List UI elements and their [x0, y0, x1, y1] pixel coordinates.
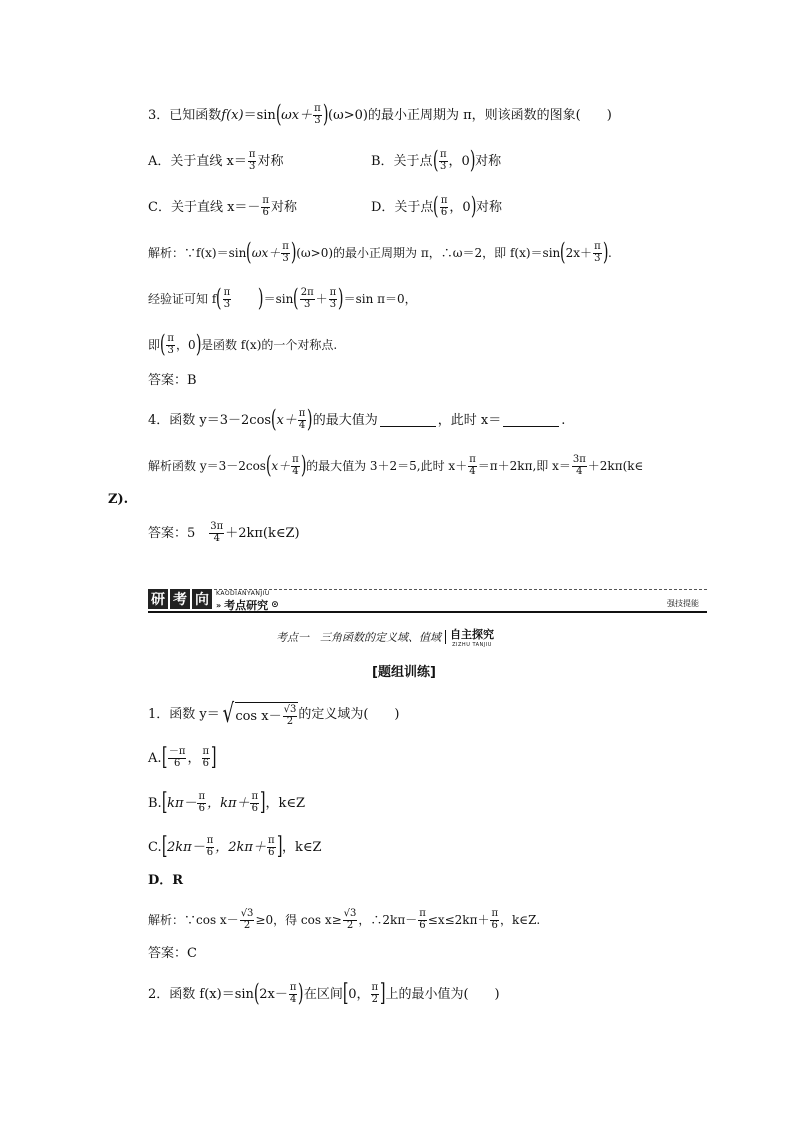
p2-stem: [148, 979, 500, 1008]
q3-verify-tail: ＝sin π＝0，: [343, 292, 417, 306]
frac-den: 6: [251, 802, 258, 814]
frac-den: 4: [213, 532, 220, 544]
q3-opt-c-text: C．关于直线 x＝－: [148, 199, 261, 215]
frac-num: π: [594, 241, 601, 252]
fraction-pi-3: [593, 242, 602, 264]
p1-2k-pi-minus: 2kπ－: [167, 839, 205, 855]
paren-open: (: [246, 238, 252, 267]
q4-sol-tail: ＋2kπ(k∈: [587, 459, 644, 473]
double-chevron-icon: »: [216, 600, 222, 610]
frac-den: 6: [174, 757, 181, 769]
q4-solution-line1: [148, 451, 644, 480]
q3-opt-a-tail: 对称: [257, 153, 284, 169]
p1-stem-tail: 的定义域为( ): [298, 707, 400, 722]
q4-stem-mid: 的最大值为: [312, 412, 378, 428]
paren-open: (: [432, 146, 439, 175]
banner-right-label: 强技提能: [667, 599, 699, 608]
frac-den: 6: [262, 206, 269, 218]
bracket-open: [: [161, 788, 168, 817]
banner-boxes: [148, 589, 212, 609]
kaodian-heading: [276, 626, 494, 648]
fraction-sqrt3-2: [240, 909, 255, 931]
p2-stem-tail: 上的最小值为( ): [385, 986, 500, 1002]
comma: ，: [187, 750, 201, 766]
q3-ji-point: ，0: [175, 338, 196, 352]
q3-opt-d-text: D．关于点: [371, 199, 434, 215]
q3-opt-b-tail: 对称: [475, 153, 502, 169]
p1-k-pi-plus: ，kπ＋: [207, 795, 250, 811]
banner-box: 向: [192, 589, 212, 609]
paren-close: ): [300, 451, 307, 480]
frac-den: 3: [303, 298, 311, 310]
q3-sol-omega: ωx＋: [251, 246, 281, 260]
fraction-pi-3: [439, 150, 448, 172]
p1-sol-prefix: 解析：∵cos x－: [148, 913, 239, 927]
bracket-open: [: [161, 743, 168, 772]
q4-stem-prefix: 4．函数 y＝3－2cos: [148, 412, 272, 428]
paren-open: (: [560, 238, 566, 267]
frac-den: 6: [419, 919, 426, 931]
fraction-pi-6: [267, 836, 276, 858]
p1-answer: [148, 947, 197, 960]
banner-pinyin: KAODIANYANJIU: [216, 590, 270, 597]
fraction-2pi-3: [300, 288, 315, 310]
fraction-pi-4: [298, 409, 307, 431]
answer-blank[interactable]: [503, 414, 559, 427]
fraction-pi-3: [248, 150, 257, 172]
frac-den: 6: [491, 919, 498, 931]
frac-den: 3: [282, 252, 289, 264]
p1-answer-text: 答案：C: [148, 946, 197, 961]
p1-sol-tail: ，k∈Z.: [500, 913, 541, 927]
frac-num: π: [314, 103, 321, 114]
frac-num: 3π: [572, 454, 586, 465]
frac-num: π: [298, 408, 306, 419]
frac-num: π: [223, 287, 231, 298]
frac-num: 3π: [210, 521, 224, 532]
paren-close: ): [602, 238, 609, 267]
paren-open: (: [253, 979, 260, 1008]
q3-stem: [148, 100, 612, 129]
banner-box: 考: [170, 589, 190, 609]
q3-option-c: [148, 196, 297, 218]
paren-close: ): [290, 238, 297, 267]
frac-num: π: [439, 149, 447, 160]
q3-option-a: [148, 150, 283, 172]
fraction-pi-6: [261, 196, 270, 218]
q3-opt-c-tail: 对称: [271, 199, 298, 215]
zizhu-text: 自主探究: [450, 628, 494, 641]
paren-close: ): [298, 979, 304, 1008]
paren-open: (: [159, 330, 166, 359]
paren-open: (: [265, 451, 272, 480]
q3-solution-line1: [148, 238, 612, 267]
zizhu-badge: [450, 626, 494, 648]
frac-num: π: [292, 454, 299, 465]
q3-sol-2x: 2x＋: [565, 246, 593, 260]
p1-sol-ge0: ≥0，得 cos x≥: [255, 913, 342, 927]
q3-option-d: [371, 192, 503, 221]
paren-open: (: [293, 284, 299, 313]
paren-close: ): [470, 192, 477, 221]
p1-stem-prefix: 1．函数 y＝: [148, 707, 220, 722]
q4-stem-mid2: ，此时 x＝: [437, 412, 502, 428]
q3-sol-mid: (ω>0)的最小正周期为 π，∴ω＝2，即 f(x)＝sin: [296, 246, 561, 260]
frac-num: π: [440, 195, 448, 206]
fraction-pi-6: [490, 909, 499, 931]
sqrt-symbol: √: [222, 699, 234, 730]
q3-ji: 即: [148, 338, 161, 352]
q4-sol-mid2: ＝π＋2kπ,即 x＝: [477, 459, 571, 473]
frac-num: －π: [168, 746, 186, 757]
p2-stem-mid: 在区间: [303, 986, 343, 1002]
q3-solution-line3: [148, 330, 338, 359]
frac-den: 3: [223, 298, 231, 310]
bracket-open: [: [342, 979, 349, 1008]
banner-box: 研: [148, 589, 168, 609]
circle-arrow-icon: ⊙: [271, 600, 279, 610]
paren-close: ): [258, 284, 264, 313]
paren-close: ): [322, 100, 329, 129]
p1-sol-le: ≤x≤2kπ＋: [427, 913, 490, 927]
q4-stem-tail: .: [561, 412, 566, 428]
fraction-pi-3: [281, 242, 290, 264]
q4-solution-line2: [108, 493, 128, 506]
fraction-pi-6: [250, 792, 259, 814]
bracket-close: ]: [259, 788, 266, 817]
sqrt-radicand: [235, 702, 298, 727]
p1-kz: ，k∈Z: [281, 839, 322, 855]
q4-sol-prefix: 解析函数 y＝3－2cos: [148, 459, 266, 473]
q3-opt-b-point: ，0: [448, 153, 470, 169]
q3-verify-sin: ＝sin: [263, 292, 294, 306]
frac-den: 6: [198, 802, 205, 814]
q3-opt-d-tail: 对称: [476, 199, 503, 215]
p2-2x-minus: 2x－: [259, 986, 288, 1002]
frac-den: 4: [469, 465, 476, 477]
q3-fx: f(x): [221, 107, 244, 123]
q3-ji-tail: 是函数 f(x)的一个对称点.: [200, 338, 338, 352]
q3-answer: [148, 374, 197, 387]
zizhu-pinyin: ZIZHU TANJIU: [452, 642, 492, 648]
kaodian-label: 考点一 三角函数的定义域、值域: [276, 631, 441, 644]
frac-den: 2: [286, 715, 294, 727]
frac-num: π: [198, 791, 206, 802]
frac-den: 4: [298, 419, 306, 431]
paren-close: ): [307, 405, 313, 434]
fraction-pi-3: [329, 288, 338, 310]
frac-num: π: [267, 835, 275, 846]
q4-answer-prefix: 答案：5: [148, 525, 209, 541]
q4-x-plus: x＋: [276, 412, 297, 428]
p2-zero: 0，: [348, 986, 370, 1002]
p1-option-b: [148, 788, 305, 817]
frac-num: π: [251, 791, 259, 802]
section-banner: [148, 587, 707, 613]
banner-dashed-rule: [214, 589, 707, 590]
q4-answer-tail: ＋2kπ(k∈Z): [225, 525, 300, 541]
p1-solution: [148, 909, 540, 931]
sqrt-expression: [220, 699, 299, 730]
banner-solid-rule: [148, 611, 707, 613]
frac-den: 3: [167, 344, 174, 356]
frac-num: π: [282, 241, 289, 252]
p1-2k-pi-plus: ，2kπ＋: [215, 839, 266, 855]
frac-num: π: [491, 908, 499, 919]
fraction-pi-6: [418, 909, 427, 931]
frac-num: π: [289, 982, 297, 993]
frac-num: π: [371, 982, 379, 993]
bracket-close: ]: [210, 743, 217, 772]
frac-num: √3: [283, 704, 297, 715]
q4-stem: [148, 405, 566, 434]
q3-answer-text: 答案：B: [148, 373, 197, 388]
frac-den: 6: [202, 757, 209, 769]
q4-sol-x-plus: x＋: [271, 459, 291, 473]
q3-sol-dot: .: [608, 246, 612, 260]
fraction-pi-3: [223, 288, 232, 310]
p1-opt-c-label: C.: [148, 839, 162, 855]
p1-opt-a-label: A.: [148, 750, 162, 766]
frac-num: π: [202, 746, 210, 757]
frac-den: 2: [243, 919, 251, 931]
frac-num: √3: [343, 908, 357, 919]
p1-option-d: [148, 874, 183, 887]
frac-den: 4: [292, 465, 299, 477]
fraction-neg-pi-6: [168, 747, 187, 769]
frac-den: 3: [594, 252, 601, 264]
p1-option-a: [148, 743, 217, 772]
q3-sol-prefix: 解析：∵f(x)＝sin: [148, 246, 247, 260]
frac-num: 2π: [300, 287, 314, 298]
paren-open: (: [433, 192, 439, 221]
fraction-3pi-4: [572, 455, 587, 477]
paren-open: (: [275, 100, 282, 129]
banner-title-text: 考点研究: [224, 599, 269, 612]
fraction-3pi-4: [209, 522, 224, 544]
q4-answer: [148, 522, 300, 544]
fraction-pi-3: [166, 334, 175, 356]
fraction-pi-6: [197, 792, 206, 814]
heading-divider: [445, 630, 446, 644]
plus-sign: ＋: [315, 292, 328, 306]
frac-den: 3: [314, 114, 321, 126]
bracket-open: [: [161, 832, 168, 861]
frac-den: 3: [440, 160, 447, 172]
fraction-pi-2: [371, 983, 380, 1005]
p2-stem-prefix: 2．函数 f(x)＝sin: [148, 986, 254, 1002]
fraction-pi-6: [202, 747, 211, 769]
frac-den: 6: [206, 846, 214, 858]
frac-num: π: [329, 287, 337, 298]
q3-condition: (ω>0)的最小正周期为 π，则该函数的图象( ): [328, 107, 612, 123]
frac-num: π: [167, 333, 174, 344]
p1-opt-d-text: D．R: [148, 873, 184, 888]
fraction-pi-4: [291, 455, 300, 477]
paren-close: ): [469, 146, 476, 175]
bracket-close: ]: [379, 979, 386, 1008]
answer-blank[interactable]: [380, 414, 436, 427]
p1-cos-x: cos x－: [235, 708, 282, 724]
frac-num: π: [262, 195, 269, 206]
paren-open: (: [270, 405, 277, 434]
paren-close: ): [338, 284, 344, 313]
frac-den: 3: [329, 298, 337, 310]
p1-kz: ，k∈Z: [265, 795, 305, 811]
fraction-pi-4: [289, 983, 298, 1005]
frac-den: 6: [268, 846, 275, 858]
paren-close: ): [195, 330, 202, 359]
paren-open: (: [216, 284, 222, 313]
frac-num: π: [419, 908, 426, 919]
group-training-heading: [题组训练]: [372, 665, 436, 680]
p1-option-c: [148, 832, 322, 861]
p1-k-pi-minus: kπ－: [167, 795, 197, 811]
fraction-pi-6: [440, 196, 449, 218]
frac-num: π: [206, 835, 214, 846]
frac-den: 2: [371, 993, 378, 1005]
p1-opt-b-label: B.: [148, 795, 162, 811]
fraction-sqrt3-2: [283, 705, 298, 727]
q3-solution-line2: [148, 284, 417, 313]
fraction-pi-4: [468, 455, 477, 477]
fraction-pi-6: [206, 836, 215, 858]
frac-den: 3: [248, 160, 256, 172]
p1-stem: [148, 699, 400, 730]
frac-num: √3: [240, 908, 254, 919]
frac-den: 4: [576, 465, 583, 477]
frac-num: π: [469, 454, 476, 465]
frac-den: 4: [289, 993, 297, 1005]
q3-opt-a-text: A．关于直线 x＝: [148, 153, 247, 169]
q4-sol-mid: 的最大值为 3＋2＝5,此时 x＋: [306, 459, 468, 473]
fraction-sqrt3-2: [343, 909, 358, 931]
frac-num: π: [248, 149, 256, 160]
q3-option-b: [371, 146, 502, 175]
q3-opt-b-text: B．关于点: [371, 153, 433, 169]
frac-den: 2: [346, 919, 354, 931]
q3-opt-d-point: ，0: [449, 199, 471, 215]
q3-stem-prefix: 3．已知函数: [148, 107, 222, 123]
fraction-pi-3: [313, 104, 322, 126]
q4-sol-end: Z).: [108, 492, 129, 507]
p1-sol-then: ，∴2kπ－: [358, 913, 418, 927]
bracket-close: ]: [276, 832, 283, 861]
q3-eq-sin: ＝sin: [243, 107, 276, 123]
frac-den: 6: [440, 206, 448, 218]
q3-omega-x-plus: ωx＋: [281, 107, 313, 123]
q3-verify-prefix: 经验证可知 f: [148, 292, 217, 306]
